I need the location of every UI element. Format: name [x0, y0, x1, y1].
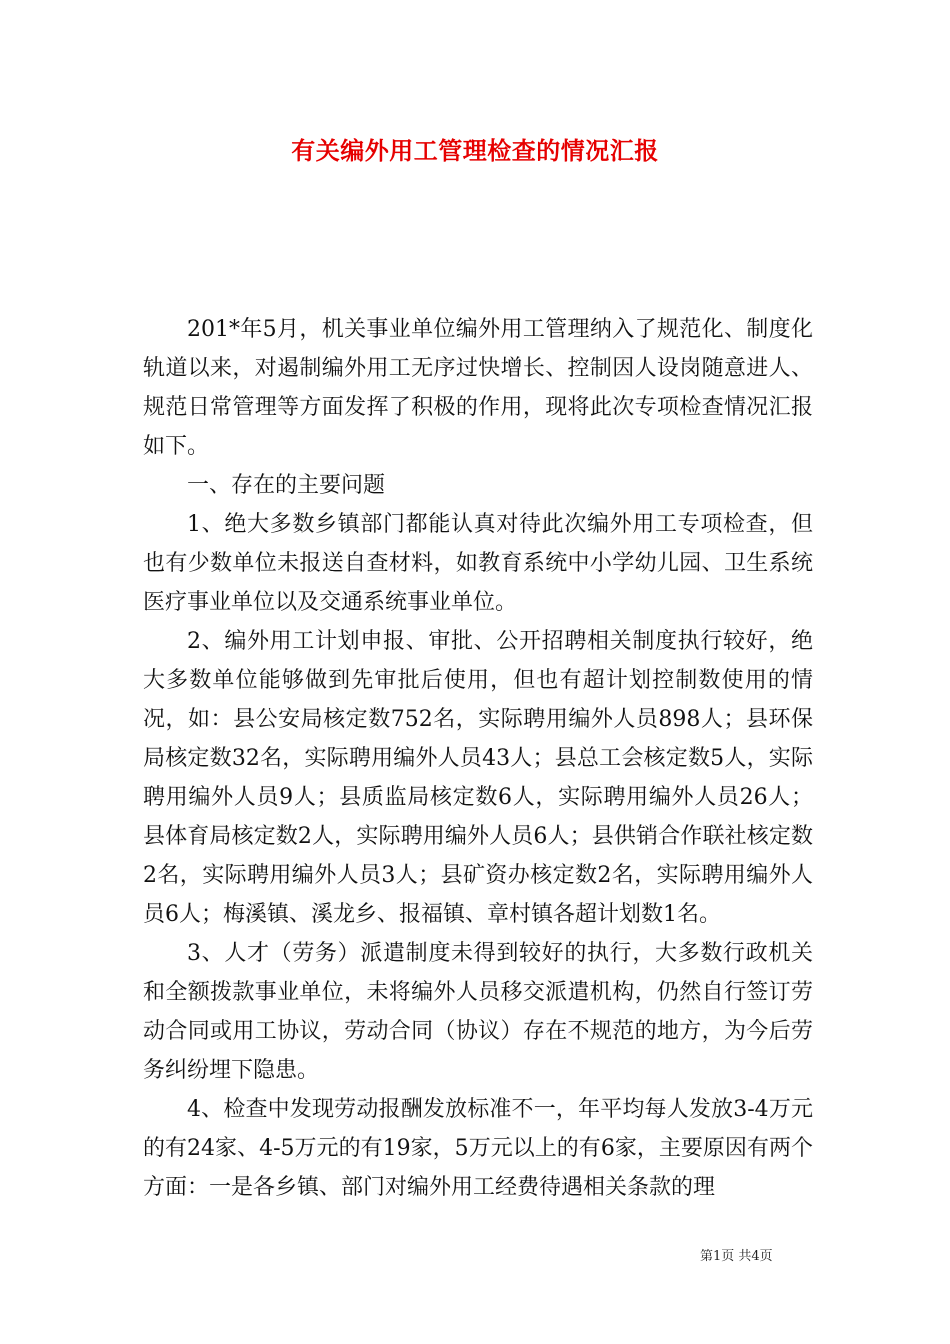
paragraph-item-1: 1、绝大多数乡镇部门都能认真对待此次编外用工专项检查，但也有少数单位未报送自查材料，如教育系统中小学幼儿园、卫生系统医疗事业单位以及交通系统事业单位。 — [143, 512, 813, 615]
document-title: 有关编外用工管理检查的情况汇报 — [291, 136, 659, 165]
page-number-footer: 第1页 共4页 — [700, 1249, 773, 1264]
paragraph-item-3: 3、人才（劳务）派遣制度未得到较好的执行，大多数行政机关和全额拨款事业单位，未将编外人员移交派遣机构，仍然自行签订劳动合同或用工协议，劳动合同（协议）存在不规范的地方，为今后劳务纠纷埋下隐患。 — [143, 941, 813, 1083]
paragraph-intro: 201*年5月，机关事业单位编外用工管理纳入了规范化、制度化轨道以来，对遏制编外用工无序过快增长、控制因人设岗随意进人、规范日常管理等方面发挥了积极的作用，现将此次专项检查情况汇报如下。 — [143, 317, 813, 459]
document-body — [143, 310, 813, 1207]
paragraph-item-2: 2、编外用工计划申报、审批、公开招聘相关制度执行较好，绝大多数单位能够做到先审批后使用，但也有超计划控制数使用的情况，如：县公安局核定数752名，实际聘用编外人员898人；县环保局核定数32名，实际聘用编外人员43人；县总工会核定数5人，实际聘用编外人员9人；县质监局核定数6人，实际聘用编外人员26人；县体育局核定数2人，实际聘用编外人员6人；县供销合作联社核定数2名，实际聘用编外人员3人；县矿资办核定数2名，实际聘用编外人员6人；梅溪镇、溪龙乡、报福镇、章村镇各超计划数1名。 — [143, 629, 814, 927]
section-heading: 一、存在的主要问题 — [187, 473, 386, 498]
paragraph-item-4: 4、检查中发现劳动报酬发放标准不一，年平均每人发放3-4万元的有24家、4-5万元的有19家，5万元以上的有6家，主要原因有两个方面：一是各乡镇、部门对编外用工经费待遇相关条款的理 — [143, 1097, 813, 1200]
